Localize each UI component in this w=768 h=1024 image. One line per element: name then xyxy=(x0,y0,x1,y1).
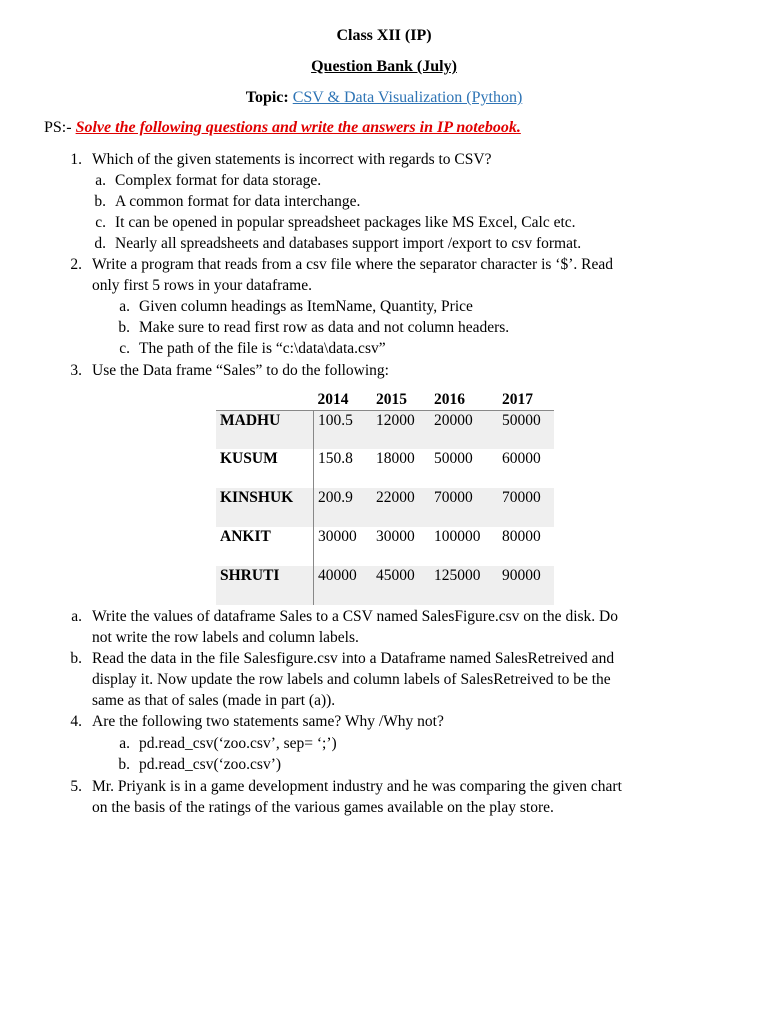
q3-part-b-line1: Read the data in the file Salesfigure.csv into a Dataframe named SalesRetreived and xyxy=(92,650,615,667)
table-cell: 100000 xyxy=(434,528,481,545)
class-title: Class XII (IP) xyxy=(336,27,432,44)
q2-text-line2: only first 5 rows in your dataframe. xyxy=(92,277,312,294)
table-cell: 20000 xyxy=(430,410,498,449)
table-row xyxy=(216,410,554,449)
q2-option-marker: c. xyxy=(119,340,130,357)
table-corner xyxy=(216,390,314,410)
column-header: 2014 xyxy=(314,390,373,410)
table-cell: 100.5 xyxy=(314,410,373,449)
q3-part-b-line2: display it. Now update the row labels and column labels of SalesRetreived to be the xyxy=(92,671,611,688)
q1-option: A common format for data interchange. xyxy=(115,193,361,210)
q4-number: 4. xyxy=(70,713,82,730)
table-cell: 125000 xyxy=(430,566,498,605)
row-label: KUSUM xyxy=(216,449,314,488)
ps-line xyxy=(44,119,521,137)
row-label: SHRUTI xyxy=(216,566,314,605)
q1-option: Nearly all spreadsheets and databases support import /export to csv format. xyxy=(115,235,582,252)
table-cell: 60000 xyxy=(502,450,541,467)
sales-table xyxy=(216,390,554,605)
q1-option-marker: b. xyxy=(94,193,106,210)
table-cell: 30000 xyxy=(376,528,415,545)
table-cell: 50000 xyxy=(498,410,554,449)
q3-part-b-marker: b. xyxy=(70,650,82,667)
table-row xyxy=(216,488,554,527)
q4-option-marker: a. xyxy=(119,735,130,752)
table-cell: 22000 xyxy=(372,488,430,527)
q1-option-marker: c. xyxy=(95,214,106,231)
topic-value: CSV & Data Visualization (Python) xyxy=(292,89,523,106)
table-cell: 150.8 xyxy=(318,450,353,467)
q2-number: 2. xyxy=(70,256,82,273)
q3-text: Use the Data frame “Sales” to do the following: xyxy=(92,362,389,379)
q2-option: The path of the file is “c:\data\data.csv” xyxy=(139,340,386,357)
q5-text-line1: Mr. Priyank is in a game development industry and he was comparing the given chart xyxy=(92,778,622,795)
q2-option-marker: a. xyxy=(119,298,130,315)
q4-option-marker: b. xyxy=(118,756,130,773)
q4-option: pd.read_csv(‘zoo.csv’) xyxy=(139,756,282,773)
q3-part-a-line2: not write the row labels and column labels. xyxy=(92,629,359,646)
q4-option: pd.read_csv(‘zoo.csv’, sep= ‘;’) xyxy=(139,735,337,752)
q3-part-b-line3: same as that of sales (made in part (a)). xyxy=(92,692,336,709)
row-label: ANKIT xyxy=(216,527,314,566)
table-cell: 200.9 xyxy=(314,488,373,527)
q4-text: Are the following two statements same? Why /Why not? xyxy=(92,713,444,730)
table-cell: 90000 xyxy=(498,566,554,605)
table-cell: 18000 xyxy=(376,450,415,467)
table-row xyxy=(216,566,554,605)
q5-number: 5. xyxy=(70,778,82,795)
q3-number: 3. xyxy=(70,362,82,379)
q1-text: Which of the given statements is incorrect with regards to CSV? xyxy=(92,151,492,168)
q3-part-a-line1: Write the values of dataframe Sales to a CSV named SalesFigure.csv on the disk. Do xyxy=(92,608,618,625)
table-cell: 40000 xyxy=(314,566,373,605)
table-cell: 50000 xyxy=(434,450,473,467)
table-cell: 70000 xyxy=(430,488,498,527)
row-label: KINSHUK xyxy=(216,488,314,527)
q3-part-a-marker: a. xyxy=(71,608,82,625)
column-header: 2017 xyxy=(498,390,554,410)
q5-text-line2: on the basis of the ratings of the various games available on the play store. xyxy=(92,799,554,816)
table-cell: 45000 xyxy=(372,566,430,605)
table-cell: 80000 xyxy=(502,528,541,545)
table-cell: 12000 xyxy=(372,410,430,449)
q1-option-marker: d. xyxy=(94,235,106,252)
q1-number: 1. xyxy=(70,151,82,168)
topic-label: Topic: xyxy=(245,89,289,106)
q2-option-marker: b. xyxy=(118,319,130,336)
table-row xyxy=(216,449,554,488)
table-cell: 30000 xyxy=(318,528,357,545)
table-cell: 70000 xyxy=(498,488,554,527)
column-header: 2015 xyxy=(372,390,430,410)
q2-text-line1: Write a program that reads from a csv file where the separator character is ‘$’. Read xyxy=(92,256,613,273)
topic-line xyxy=(0,89,768,107)
column-header: 2016 xyxy=(430,390,498,410)
q2-option: Make sure to read first row as data and not column headers. xyxy=(139,319,510,336)
q1-option: Complex format for data storage. xyxy=(115,172,322,189)
row-label: MADHU xyxy=(216,410,314,449)
ps-label: PS:- xyxy=(44,119,72,136)
q1-option-marker: a. xyxy=(95,172,106,189)
table-header-row xyxy=(216,390,554,410)
q1-option: It can be opened in popular spreadsheet packages like MS Excel, Calc etc. xyxy=(115,214,576,231)
table-row xyxy=(216,527,554,566)
q2-option: Given column headings as ItemName, Quantity, Price xyxy=(139,298,473,315)
ps-note: Solve the following questions and write the answers in IP notebook. xyxy=(75,119,521,136)
question-bank-title: Question Bank (July) xyxy=(311,58,457,75)
